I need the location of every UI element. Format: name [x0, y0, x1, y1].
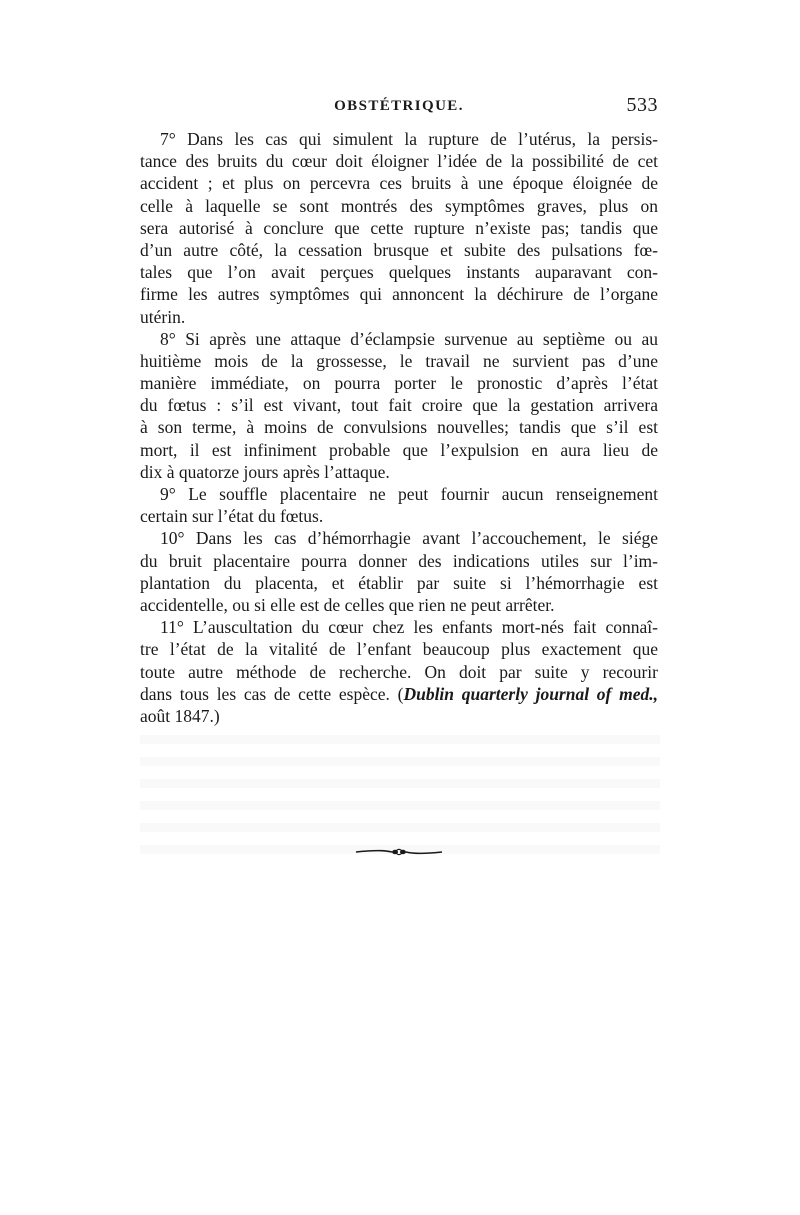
text-line: 9° Le souffle placentaire ne peut fournir aucun renseignement	[160, 484, 658, 504]
page-number: 533	[626, 94, 658, 116]
text-line: manière immédiate, on pourra porter le pronostic d’après l’état	[140, 373, 658, 394]
text-line: plantation du placenta, et établir par suite si l’hémorrhagie est	[140, 572, 658, 593]
text-line: mort, il est infiniment probable que l’expulsion en aura lieu de	[140, 439, 658, 460]
paragraph-10	[140, 527, 658, 616]
text-line: tre l’état de la vitalité de l’enfant beaucoup plus exactement que	[140, 639, 658, 660]
citation-lead: dans tous les cas de cette espèce. (	[140, 683, 404, 704]
text-line: accident ; et plus on percevra ces bruits à une époque éloignée de	[140, 173, 658, 194]
paragraph-11	[140, 616, 658, 727]
citation-line	[140, 683, 658, 705]
text-line: sera autorisé à conclure que cette rupture n’existe pas; tandis que	[140, 217, 658, 238]
text-line: du bruit placentaire pourra donner des indications utiles sur l’im-	[140, 550, 658, 571]
text-line: 10° Dans les cas d’hémorrhagie avant l’accouchement, le siége	[160, 528, 658, 549]
text-line: huitième mois de la grossesse, le travail ne survient pas d’une	[140, 350, 658, 371]
text-line: tance des bruits du cœur doit éloigner l’idée de la possibilité de cet	[140, 151, 658, 172]
paragraph-8	[140, 328, 658, 483]
text-line: du fœtus : s’il est vivant, tout fait croire que la gestation arrivera	[140, 395, 658, 416]
text-line: à son terme, à moins de convulsions nouvelles; tandis que s’il est	[140, 417, 658, 438]
text-line: utérin.	[140, 306, 186, 327]
text-line: d’un autre côté, la cessation brusque et subite des pulsations fœ-	[140, 239, 658, 260]
running-head	[140, 94, 658, 122]
text-line: dix à quatorze jours après l’attaque.	[140, 461, 390, 482]
paragraph-9	[140, 483, 658, 527]
body-text	[140, 128, 658, 727]
show-through-texture	[140, 735, 660, 855]
paragraph-7	[140, 128, 658, 328]
text-line: celle à laquelle se sont montrés des symptômes graves, plus on	[140, 195, 658, 216]
text-line: accidentelle, ou si elle est de celles que rien ne peut arrêter.	[140, 594, 555, 615]
text-line: 8° Si après une attaque d’éclampsie survenue au septième ou au	[160, 328, 658, 349]
text-line: 7° Dans les cas qui simulent la rupture de l’utérus, la persis-	[160, 129, 658, 149]
ornament-divider	[354, 846, 444, 858]
text-line: toute autre méthode de recherche. On doit par suite y recourir	[140, 661, 658, 682]
text-line: 11° L’auscultation du cœur chez les enfants mort-nés fait connaî-	[160, 617, 658, 638]
running-title: OBSTÉTRIQUE.	[334, 98, 464, 114]
journal-title: Dublin quarterly journal of med.,	[403, 683, 658, 704]
text-line: certain sur l’état du fœtus.	[140, 506, 324, 527]
text-line: août 1847.)	[140, 705, 220, 726]
text-line: tales que l’on avait perçues quelques instants auparavant con-	[140, 262, 658, 283]
text-line: firme les autres symptômes qui annoncent la déchirure de l’organe	[140, 284, 658, 305]
